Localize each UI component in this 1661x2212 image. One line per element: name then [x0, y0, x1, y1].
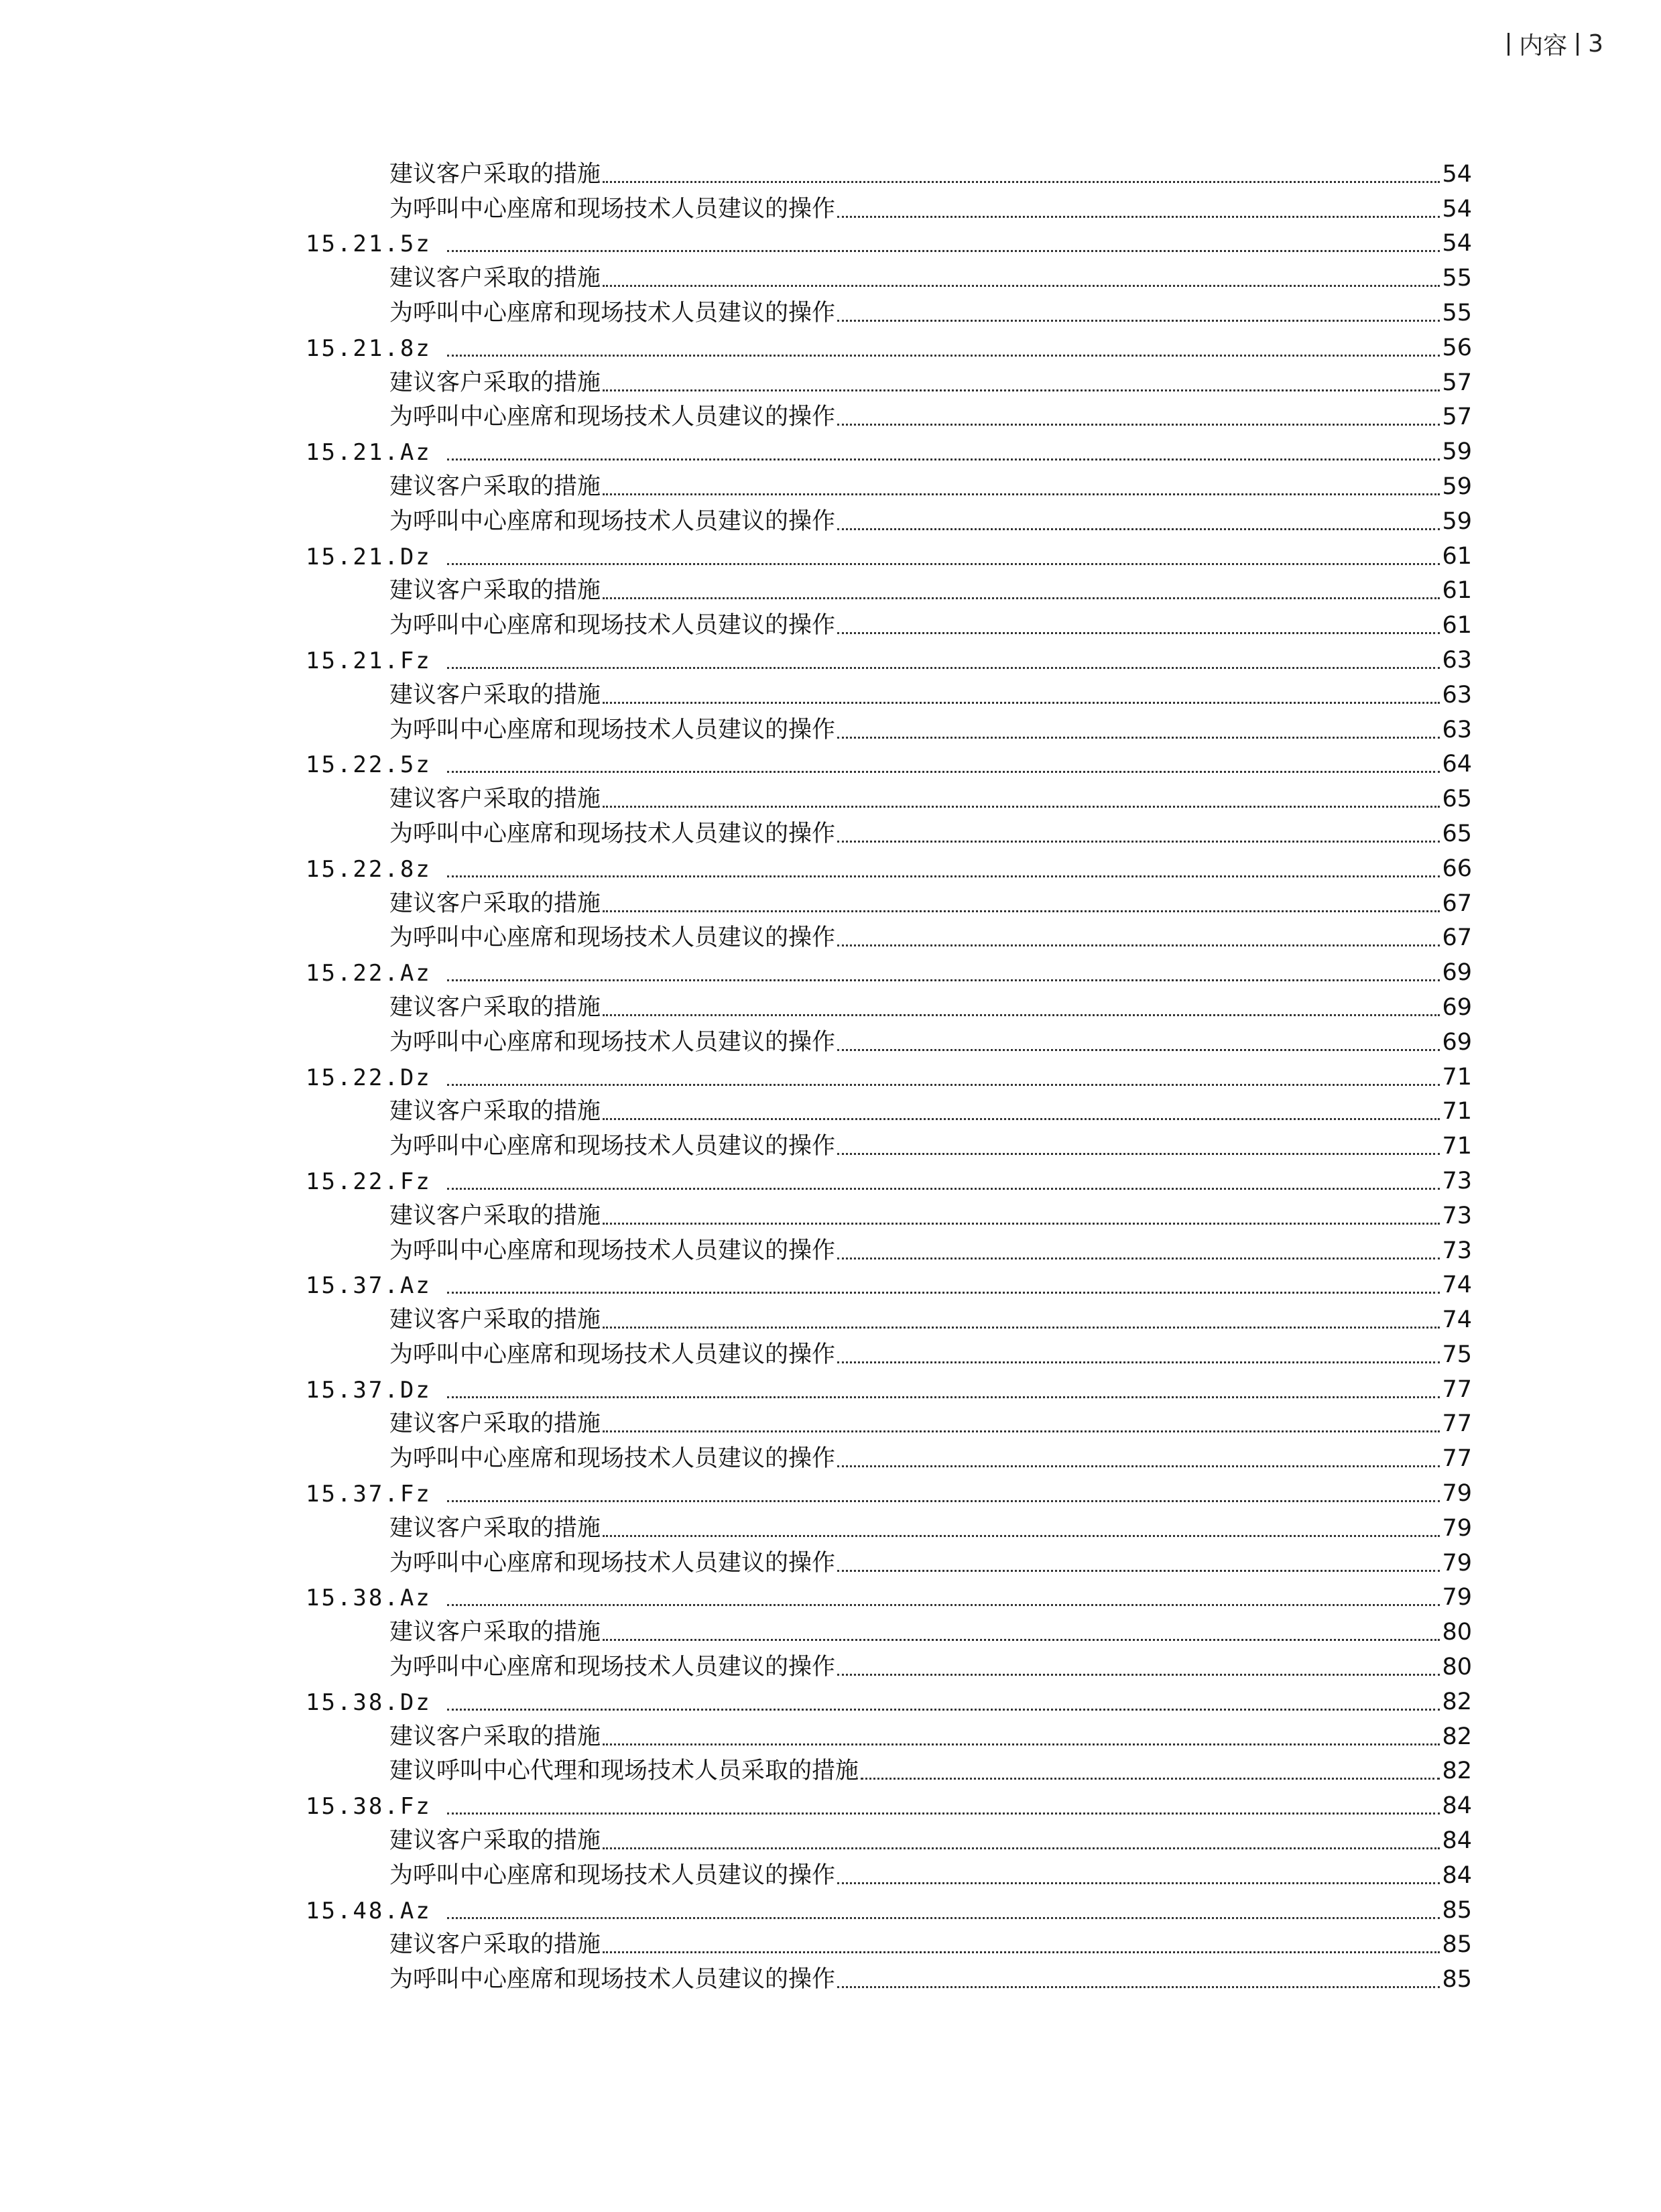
toc-page-number: 54: [1442, 195, 1472, 223]
toc-entry-title: 建议客户采取的措施: [389, 160, 601, 188]
dot-leader: [447, 875, 1440, 877]
toc-page-number: 85: [1442, 1896, 1472, 1924]
toc-entry-title: 为呼叫中心座席和现场技术人员建议的操作: [389, 1549, 836, 1577]
dot-leader: [837, 737, 1440, 739]
toc-entry-title: 为呼叫中心座席和现场技术人员建议的操作: [389, 1445, 836, 1473]
toc-section-entry[interactable]: [306, 329, 1472, 364]
toc-page-number: 79: [1442, 1480, 1472, 1508]
toc-page-number: 75: [1442, 1341, 1472, 1368]
toc-subentry[interactable]: [306, 920, 1472, 955]
toc-entry-title: 建议客户采取的措施: [389, 1619, 601, 1646]
toc-subentry[interactable]: [306, 1127, 1472, 1162]
toc-subentry[interactable]: [306, 190, 1472, 225]
toc-entry-title: 为呼叫中心座席和现场技术人员建议的操作: [389, 404, 836, 431]
dot-leader: [603, 1014, 1440, 1016]
table-of-contents: [306, 156, 1472, 1995]
dot-leader: [603, 1743, 1440, 1745]
toc-entry-title: 为呼叫中心座席和现场技术人员建议的操作: [389, 1341, 836, 1368]
toc-section-entry[interactable]: [306, 538, 1472, 572]
header-divider: [1577, 33, 1579, 56]
toc-subentry[interactable]: [306, 780, 1472, 815]
dot-leader: [447, 1500, 1440, 1502]
toc-entry-title: 为呼叫中心座席和现场技术人员建议的操作: [389, 299, 836, 326]
dot-leader: [603, 1430, 1440, 1432]
toc-page-number: 82: [1442, 1723, 1472, 1750]
toc-entry-title: 15.37.Az: [306, 1272, 432, 1300]
dot-leader: [447, 1709, 1440, 1711]
dot-leader: [603, 702, 1440, 704]
toc-subentry[interactable]: [306, 1232, 1472, 1267]
toc-page-number: 77: [1442, 1445, 1472, 1473]
toc-entry-title: 为呼叫中心座席和现场技术人员建议的操作: [389, 1861, 836, 1889]
toc-page-number: 67: [1442, 889, 1472, 917]
toc-entry-title: 为呼叫中心座席和现场技术人员建议的操作: [389, 1237, 836, 1264]
toc-subentry[interactable]: [306, 1336, 1472, 1371]
toc-page-number: 82: [1442, 1758, 1472, 1785]
dot-leader: [603, 1327, 1440, 1329]
toc-entry-title: 为呼叫中心座席和现场技术人员建议的操作: [389, 1028, 836, 1056]
toc-page-number: 73: [1442, 1167, 1472, 1194]
toc-page-number: 85: [1442, 1966, 1472, 1993]
toc-page-number: 55: [1442, 265, 1472, 292]
toc-subentry[interactable]: [306, 1301, 1472, 1336]
toc-entry-title: 为呼叫中心座席和现场技术人员建议的操作: [389, 1654, 836, 1681]
toc-entry-title: 15.37.Fz: [306, 1481, 432, 1508]
toc-page-number: 61: [1442, 542, 1472, 570]
dot-leader: [447, 355, 1440, 357]
toc-subentry[interactable]: [306, 468, 1472, 503]
toc-entry-title: 为呼叫中心座席和现场技术人员建议的操作: [389, 195, 836, 223]
toc-entry-title: 15.21.8z: [306, 334, 432, 362]
toc-entry-title: 15.48.Az: [306, 1897, 432, 1924]
toc-page-number: 74: [1442, 1306, 1472, 1334]
toc-subentry[interactable]: [306, 364, 1472, 399]
dot-leader: [603, 1847, 1440, 1849]
toc-subentry[interactable]: [306, 399, 1472, 434]
header-divider: [1508, 33, 1510, 56]
toc-entry-title: 建议客户采取的措施: [389, 473, 601, 500]
toc-page-number: 65: [1442, 820, 1472, 847]
toc-section-entry[interactable]: [306, 954, 1472, 989]
toc-entry-title: 15.21.Dz: [306, 543, 432, 570]
toc-page-number: 71: [1442, 1063, 1472, 1091]
toc-subentry[interactable]: [306, 1822, 1472, 1857]
dot-leader: [447, 1917, 1440, 1919]
toc-entry-title: 15.21.Az: [306, 439, 432, 467]
toc-page-number: 59: [1442, 507, 1472, 535]
toc-page-number: 73: [1442, 1202, 1472, 1229]
toc-subentry[interactable]: [306, 259, 1472, 294]
dot-leader: [837, 632, 1440, 634]
toc-page-number: 57: [1442, 369, 1472, 396]
toc-entry-title: 建议客户采取的措施: [389, 1410, 601, 1438]
toc-page-number: 85: [1442, 1931, 1472, 1959]
toc-entry-title: 15.22.Az: [306, 960, 432, 987]
toc-page-number: 74: [1442, 1272, 1472, 1299]
dot-leader: [603, 493, 1440, 495]
toc-subentry[interactable]: [306, 1648, 1472, 1683]
toc-page-number: 54: [1442, 160, 1472, 188]
toc-page-number: 82: [1442, 1688, 1472, 1715]
toc-entry-title: 建议客户采取的措施: [389, 1827, 601, 1855]
dot-leader: [603, 285, 1440, 287]
toc-page-number: 79: [1442, 1514, 1472, 1542]
toc-page-number: 56: [1442, 334, 1472, 361]
dot-leader: [837, 1674, 1440, 1676]
toc-entry-title: 15.22.8z: [306, 855, 432, 883]
toc-page-number: 66: [1442, 855, 1472, 882]
toc-entry-title: 为呼叫中心座席和现场技术人员建议的操作: [389, 1133, 836, 1160]
toc-page-number: 69: [1442, 959, 1472, 987]
dot-leader: [603, 910, 1440, 912]
toc-subentry[interactable]: [306, 1093, 1472, 1128]
toc-entry-title: 15.22.Fz: [306, 1168, 432, 1195]
toc-subentry[interactable]: [306, 1753, 1472, 1788]
dot-leader: [447, 1604, 1440, 1606]
dot-leader: [447, 1084, 1440, 1086]
toc-page-number: 84: [1442, 1861, 1472, 1889]
dot-leader: [837, 1570, 1440, 1572]
toc-page-number: 71: [1442, 1133, 1472, 1160]
dot-leader: [603, 1951, 1440, 1953]
toc-entry-title: 为呼叫中心座席和现场技术人员建议的操作: [389, 1966, 836, 1993]
toc-entry-title: 为呼叫中心座席和现场技术人员建议的操作: [389, 820, 836, 847]
running-header: [1508, 27, 1603, 61]
toc-page-number: 63: [1442, 646, 1472, 674]
toc-subentry[interactable]: [306, 1926, 1472, 1961]
toc-section-entry[interactable]: [306, 225, 1472, 260]
toc-page-number: 61: [1442, 612, 1472, 639]
toc-entry-title: 15.37.Dz: [306, 1376, 432, 1404]
toc-subentry[interactable]: [306, 503, 1472, 538]
toc-entry-title: 为呼叫中心座席和现场技术人员建议的操作: [389, 716, 836, 743]
header-page-number: 3: [1588, 30, 1603, 58]
dot-leader: [837, 841, 1440, 843]
toc-page-number: 71: [1442, 1098, 1472, 1125]
toc-entry-title: 建议客户采取的措施: [389, 786, 601, 813]
toc-page-number: 79: [1442, 1549, 1472, 1577]
toc-entry-title: 建议客户采取的措施: [389, 993, 601, 1021]
toc-subentry[interactable]: [306, 572, 1472, 607]
toc-page-number: 69: [1442, 993, 1472, 1021]
toc-subentry[interactable]: [306, 1440, 1472, 1475]
toc-page-number: 77: [1442, 1375, 1472, 1403]
toc-page-number: 59: [1442, 438, 1472, 466]
toc-entry-title: 建议客户采取的措施: [389, 1306, 601, 1334]
toc-page-number: 84: [1442, 1827, 1472, 1855]
toc-subentry[interactable]: [306, 989, 1472, 1024]
toc-entry-title: 建议客户采取的措施: [389, 889, 601, 917]
toc-entry-title: 15.21.Fz: [306, 647, 432, 674]
dot-leader: [837, 1049, 1440, 1051]
dot-leader: [837, 320, 1440, 322]
toc-page-number: 79: [1442, 1584, 1472, 1611]
toc-entry-title: 建议客户采取的措施: [389, 1931, 601, 1959]
toc-section-entry[interactable]: [306, 1267, 1472, 1302]
toc-entry-title: 为呼叫中心座席和现场技术人员建议的操作: [389, 924, 836, 952]
toc-page-number: 80: [1442, 1654, 1472, 1681]
toc-section-entry[interactable]: [306, 746, 1472, 781]
toc-subentry[interactable]: [306, 156, 1472, 190]
dot-leader: [603, 1639, 1440, 1641]
dot-leader: [447, 1292, 1440, 1294]
toc-page-number: 64: [1442, 751, 1472, 778]
dot-leader: [837, 528, 1440, 530]
toc-entry-title: 15.22.Dz: [306, 1064, 432, 1091]
dot-leader: [447, 1188, 1440, 1190]
dot-leader: [447, 458, 1440, 460]
toc-section-entry[interactable]: [306, 1058, 1472, 1093]
dot-leader: [603, 389, 1440, 391]
dot-leader: [447, 250, 1440, 252]
dot-leader: [837, 1882, 1440, 1884]
toc-page-number: 55: [1442, 299, 1472, 326]
dot-leader: [447, 563, 1440, 565]
toc-entry-title: 15.21.5z: [306, 231, 432, 258]
toc-section-entry[interactable]: [306, 433, 1472, 468]
toc-entry-title: 为呼叫中心座席和现场技术人员建议的操作: [389, 612, 836, 639]
toc-entry-title: 建议客户采取的措施: [389, 1202, 601, 1229]
dot-leader: [837, 944, 1440, 946]
dot-leader: [837, 1361, 1440, 1363]
dot-leader: [837, 216, 1440, 218]
toc-entry-title: 15.38.Dz: [306, 1688, 432, 1716]
toc-page-number: 65: [1442, 786, 1472, 813]
dot-leader: [447, 1396, 1440, 1398]
toc-page-number: 57: [1442, 404, 1472, 431]
toc-entry-title: 15.22.5z: [306, 751, 432, 779]
toc-subentry[interactable]: [306, 1857, 1472, 1892]
toc-entry-title: 建议客户采取的措施: [389, 265, 601, 292]
toc-page-number: 84: [1442, 1792, 1472, 1820]
toc-page-number: 63: [1442, 681, 1472, 709]
toc-entry-title: 建议客户采取的措施: [389, 577, 601, 605]
header-section-title: 内容: [1519, 32, 1568, 60]
dot-leader: [447, 667, 1440, 669]
toc-section-entry[interactable]: [306, 1892, 1472, 1926]
toc-subentry[interactable]: [306, 1961, 1472, 1995]
toc-page-number: 73: [1442, 1237, 1472, 1264]
toc-page-number: 80: [1442, 1619, 1472, 1646]
toc-subentry[interactable]: [306, 1024, 1472, 1058]
toc-page-number: 63: [1442, 716, 1472, 743]
dot-leader: [861, 1778, 1440, 1780]
toc-subentry[interactable]: [306, 885, 1472, 920]
toc-subentry[interactable]: [306, 1544, 1472, 1579]
toc-subentry[interactable]: [306, 1197, 1472, 1232]
dot-leader: [447, 1812, 1440, 1815]
dot-leader: [603, 806, 1440, 808]
toc-section-entry[interactable]: [306, 1475, 1472, 1510]
toc-subentry[interactable]: [306, 1718, 1472, 1753]
toc-subentry[interactable]: [306, 1406, 1472, 1440]
toc-section-entry[interactable]: [306, 641, 1472, 676]
toc-page-number: 54: [1442, 230, 1472, 257]
toc-entry-title: 15.38.Az: [306, 1585, 432, 1612]
toc-page-number: 69: [1442, 1028, 1472, 1056]
dot-leader: [447, 979, 1440, 981]
toc-section-entry[interactable]: [306, 1787, 1472, 1822]
toc-section-entry[interactable]: [306, 1579, 1472, 1614]
dot-leader: [837, 424, 1440, 426]
toc-entry-title: 建议客户采取的措施: [389, 369, 601, 396]
toc-entry-title: 建议呼叫中心代理和现场技术人员采取的措施: [389, 1758, 859, 1785]
toc-entry-title: 为呼叫中心座席和现场技术人员建议的操作: [389, 507, 836, 535]
toc-section-entry[interactable]: [306, 1683, 1472, 1718]
toc-entry-title: 建议客户采取的措施: [389, 1723, 601, 1750]
toc-page-number: 77: [1442, 1410, 1472, 1438]
dot-leader: [603, 597, 1440, 599]
dot-leader: [837, 1153, 1440, 1155]
toc-entry-title: 建议客户采取的措施: [389, 1514, 601, 1542]
toc-subentry[interactable]: [306, 1613, 1472, 1648]
toc-subentry[interactable]: [306, 1510, 1472, 1544]
dot-leader: [603, 1535, 1440, 1537]
toc-page-number: 67: [1442, 924, 1472, 952]
toc-section-entry[interactable]: [306, 1162, 1472, 1197]
toc-entry-title: 建议客户采取的措施: [389, 681, 601, 709]
toc-subentry[interactable]: [306, 607, 1472, 641]
dot-leader: [603, 1223, 1440, 1225]
toc-section-entry[interactable]: [306, 850, 1472, 885]
dot-leader: [447, 771, 1440, 773]
dot-leader: [603, 181, 1440, 183]
dot-leader: [837, 1465, 1440, 1467]
toc-page-number: 59: [1442, 473, 1472, 500]
toc-page-number: 61: [1442, 577, 1472, 605]
toc-section-entry[interactable]: [306, 1371, 1472, 1406]
toc-entry-title: 建议客户采取的措施: [389, 1098, 601, 1125]
toc-subentry[interactable]: [306, 294, 1472, 329]
dot-leader: [603, 1118, 1440, 1120]
dot-leader: [837, 1986, 1440, 1988]
toc-subentry[interactable]: [306, 711, 1472, 746]
toc-subentry[interactable]: [306, 676, 1472, 711]
dot-leader: [837, 1257, 1440, 1259]
toc-entry-title: 15.38.Fz: [306, 1793, 432, 1821]
toc-subentry[interactable]: [306, 815, 1472, 850]
